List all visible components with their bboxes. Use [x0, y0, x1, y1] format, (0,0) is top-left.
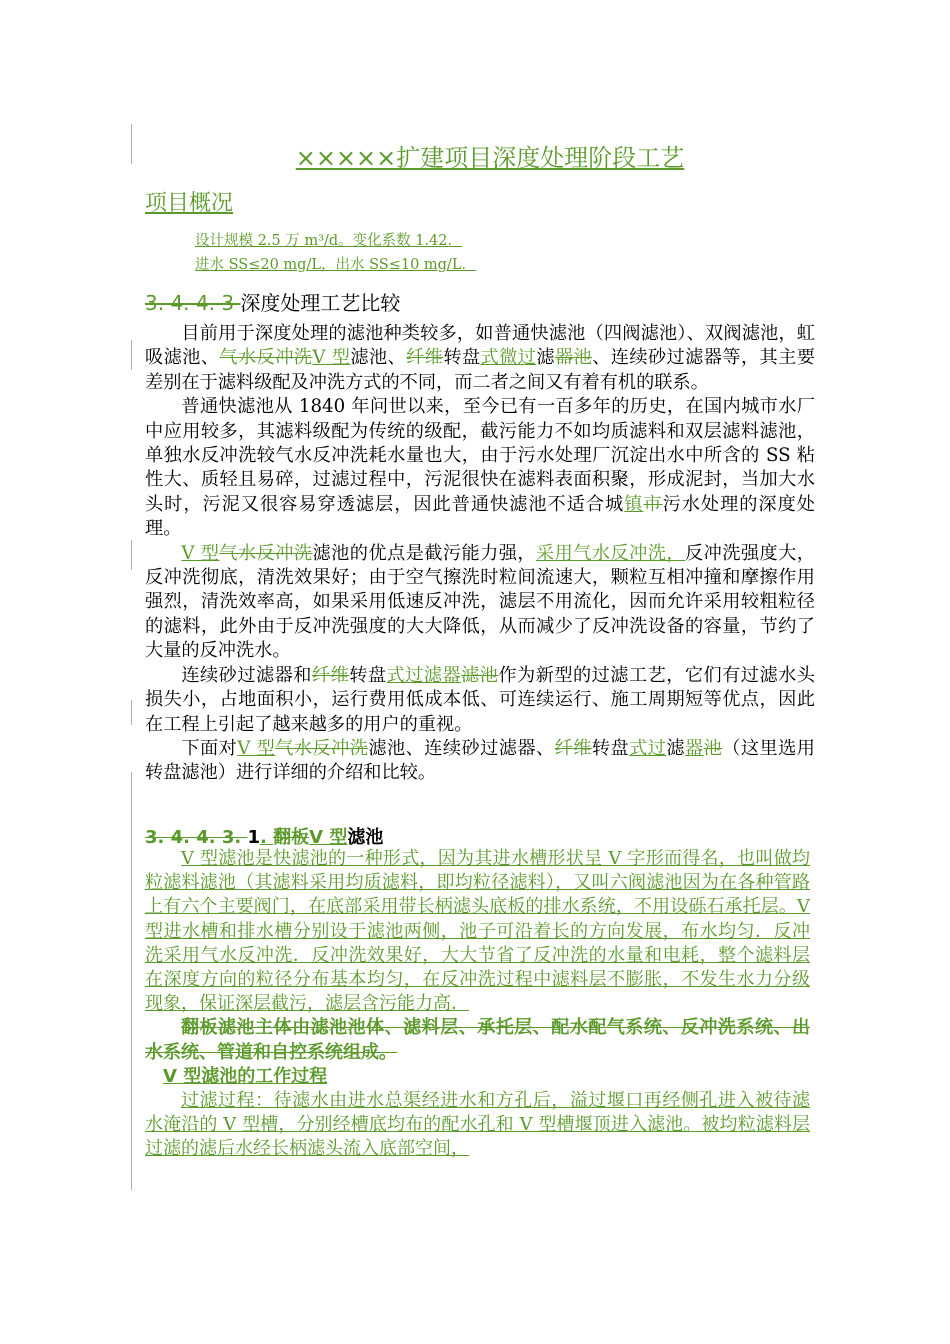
change-bar	[131, 540, 132, 570]
paragraph-following: 下面对V 型气水反冲洗滤池、连续砂过滤器、纤维转盘式过滤器池（这里选用转盘滤池）进行详细的介绍和比较。	[145, 737, 815, 784]
work-process-description: 过滤过程：待滤水由进水总渠经进水和方孔后，溢过堰口再经侧孔进入被待滤水淹沿的 V 型槽，分别经槽底均布的配水孔和 V 型槽堰顶进入滤池。被均粒滤料层过滤的滤后水经长柄滤头流入底部空间，	[145, 1090, 810, 1160]
change-bar	[131, 700, 132, 725]
spec-line-ss: 进水 SS≤20 mg/L，出水 SS≤10 mg/L．	[195, 257, 476, 273]
change-bar	[131, 340, 132, 370]
comparison-text	[145, 322, 815, 786]
section-title: 深度处理工艺比较	[240, 291, 401, 315]
section-number-deleted: 3. 4. 4. 3	[145, 291, 241, 315]
change-bar	[131, 124, 132, 164]
change-bar	[131, 772, 132, 1190]
paragraph-v-filter: V 型气水反冲洗滤池的优点是截污能力强，采用气水反冲洗，反冲洗强度大，反冲洗彻底，清洗效果好；由于空气擦洗时粒间流速大，颗粒互相冲撞和摩擦作用强烈，清洗效率高，如果采用低速反冲洗，滤层不用流化，因而允许采用较粗粒径的滤料，此外由于反冲洗强度的大大降低，从而减少了反冲洗设备的容量，节约了大量的反冲洗水。	[145, 542, 815, 662]
flap-filter-deleted-text: 翻板滤池主体由滤池池体、滤料层、承托层、配水配气系统、反冲洗系统、出水系统、管道和自控系统组成。	[145, 1017, 810, 1063]
overview-heading: 项目概况	[145, 191, 234, 216]
subsection-heading-1: 3. 4. 4. 3. 1. 翻板V 型滤池	[145, 827, 384, 848]
section-heading	[145, 287, 400, 316]
paragraph-continuous-sand: 连续砂过滤器和纤维转盘式过滤器滤池作为新型的过滤工艺，它们有过滤水头损失小，占地面积小，运行费用低成本低、可连续运行、施工周期短等优点，因此在工程上引起了越来越多的用户的重视。	[145, 664, 815, 735]
document-title: ×××××扩建项目深度处理阶段工艺	[295, 144, 685, 172]
v-filter-description: V 型滤池是快滤池的一种形式，因为其进水槽形状呈 V 字形而得名，也叫做均粒滤料滤池（其滤料采用均质滤料，即均粒径滤料），又叫六阀滤池因为在各种管路上有六个主要阀门，在底部采用带长柄滤头底板的排水系统，不用设砾石承托层。V 型进水槽和排水槽分别设于滤池两侧，池子可沿着长的方向发展，布水均匀．反冲洗采用气水反冲洗．反冲洗效果好，大大节省了反冲洗的水量和电耗，整个滤料层在深度方向的粒径分布基本均匀，在反冲洗过程中滤料层不膨胀，不发生水力分级现象，保证深层截污，滤层含污能力高．	[145, 848, 810, 1015]
v-filter-section	[145, 847, 810, 1162]
work-process-heading: V 型滤池的工作过程	[163, 1065, 328, 1087]
paragraph-rapid-filter: 普通快滤池从 1840 年问世以来，至今已有一百多年的历史，在国内城市水厂中应用较多，其滤料级配为传统的级配，截污能力不如均质滤料和双层滤料滤池，单独水反冲洗较气水反冲洗耗水量也大，由于污水处理厂沉淀出水中所含的 SS 粘性大、质轻且易碎，过滤过程中，污泥很快在滤料表面积聚，形成泥封，当加大水头时，污泥又很容易穿透滤层，因此普通快滤池不适合城镇市污水处理的深度处理。	[145, 396, 815, 540]
paragraph-intro: 目前用于深度处理的滤池种类较多，如普通快滤池（四阀滤池）、双阀滤池，虹吸滤池、气水反冲洗V 型滤池、纤维转盘式微过滤器池、连续砂过滤器等，其主要差别在于滤料级配及冲洗方式的不同，而二者之间又有着有机的联系。	[145, 323, 815, 393]
spec-line-capacity: 设计规模 2.5 万 m³/d。变化系数 1.42．	[195, 233, 463, 249]
